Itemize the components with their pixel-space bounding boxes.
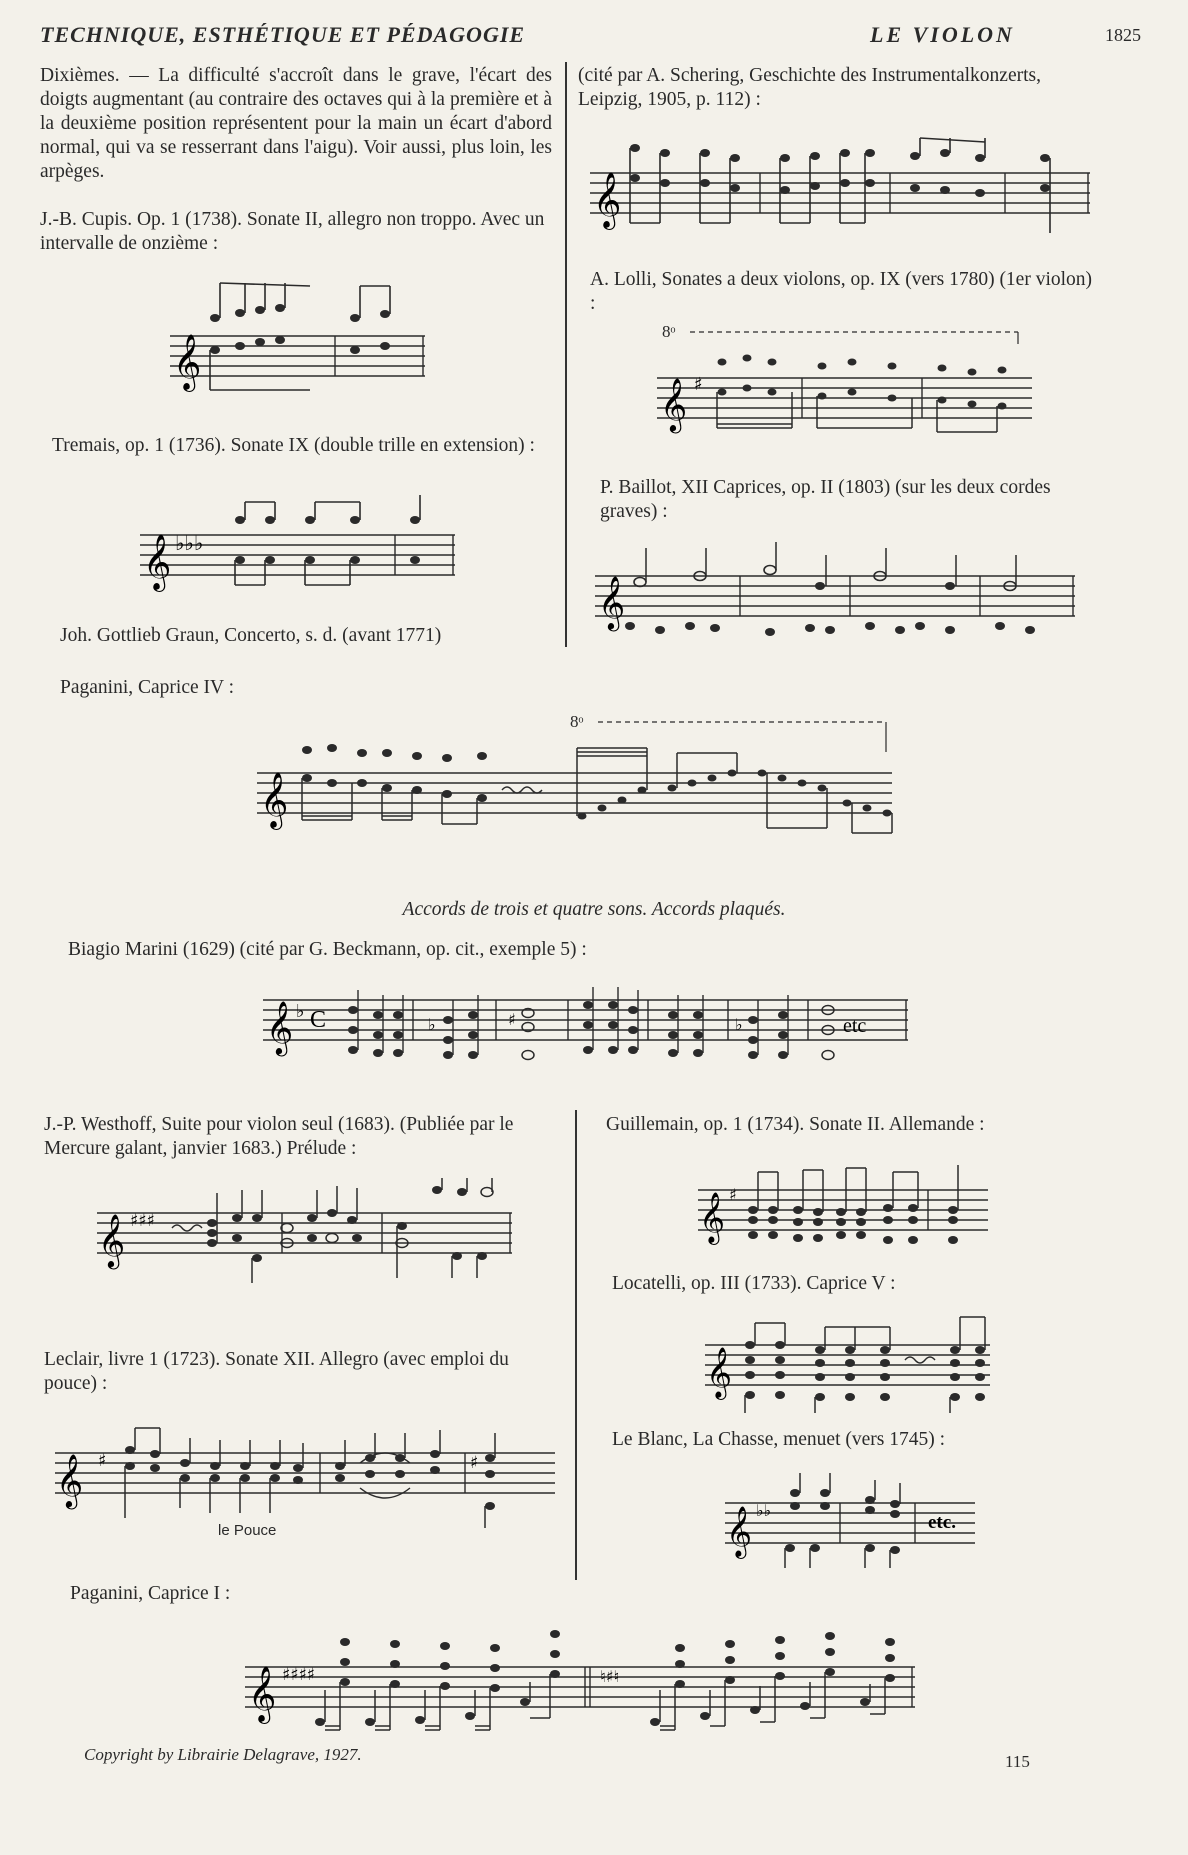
paragraph-leclair: Leclair, livre 1 (1723). Sonate XII. Allegro (avec emploi du pouce) : — [44, 1349, 509, 1394]
music-example-paganini-iv — [252, 728, 897, 848]
paragraph-tremais: Tremais, op. 1 (1736). Sonate IX (double trille en extension) : — [52, 435, 535, 456]
label-le-pouce: le Pouce — [218, 1522, 277, 1539]
music-example-leblanc — [720, 1468, 980, 1578]
paragraph-lolli: A. Lolli, Sonates a deux violons, op. IX (vers 1780) (1er violon) : — [590, 269, 1093, 314]
page-number: 1825 — [1105, 25, 1141, 45]
music-example-westhoff — [92, 1178, 517, 1288]
music-example-paganini-i — [240, 1612, 920, 1742]
svg-text:𝄞: 𝄞 — [699, 1192, 726, 1243]
section-title-accords: Accords de trois et quatre sons. Accords plaqués. — [402, 899, 786, 920]
column-rule-bottom — [575, 1110, 577, 1580]
music-example-graun — [585, 128, 1095, 238]
music-example-guillemain — [693, 1160, 993, 1260]
folio-number: 115 — [1005, 1752, 1030, 1771]
svg-text:𝄞: 𝄞 — [593, 172, 622, 228]
svg-text:♯: ♯ — [694, 374, 703, 395]
svg-text:𝄞: 𝄞 — [56, 1453, 84, 1507]
svg-text:𝄞: 𝄞 — [98, 1213, 126, 1267]
etc-marker-marini: etc — [843, 1015, 867, 1037]
svg-text:♯: ♯ — [729, 1185, 737, 1204]
etc-marker-leblanc: etc. — [928, 1512, 956, 1533]
running-header-right: LE VIOLON — [870, 22, 1015, 47]
music-example-marini — [258, 985, 913, 1075]
copyright-notice: Copyright by Librairie Delagrave, 1927. — [84, 1745, 362, 1764]
music-example-baillot — [590, 540, 1080, 640]
svg-text:𝄞: 𝄞 — [598, 575, 626, 629]
svg-text:♭: ♭ — [296, 1001, 305, 1022]
paragraph-graun: Joh. Gottlieb Graun, Concerto, s. d. (avant 1771) — [60, 625, 442, 646]
paragraph-marini: Biagio Marini (1629) (cité par G. Beckmann, op. cit., exemple 5) : — [68, 939, 587, 960]
paragraph-schering: (cité par A. Schering, Geschichte des Instrumentalkonzerts, Leipzig, 1905, p. 112) : — [578, 65, 1041, 110]
svg-text:𝄞: 𝄞 — [173, 334, 202, 390]
music-example-locatelli — [700, 1315, 995, 1420]
music-example-tremais — [135, 490, 460, 600]
svg-text:𝄞: 𝄞 — [726, 1506, 753, 1557]
svg-text:♭♭♭: ♭♭♭ — [175, 531, 204, 555]
running-header-left: TECHNIQUE, ESTHÉTIQUE ET PÉDAGOGIE — [40, 22, 526, 47]
svg-text:𝄞: 𝄞 — [660, 377, 688, 431]
music-example-lolli — [652, 340, 1037, 440]
svg-text:♯: ♯ — [98, 1451, 107, 1471]
svg-text:♯: ♯ — [470, 1453, 479, 1473]
paragraph-paganini-iv: Paganini, Caprice IV : — [60, 677, 235, 698]
paragraph-baillot: P. Baillot, XII Caprices, op. II (1803) (sur les deux cordes graves) : — [600, 477, 1051, 522]
ottava-marking-paganini: 8ᵒ — [570, 712, 584, 731]
svg-text:𝄞: 𝄞 — [706, 1347, 733, 1398]
svg-text:C: C — [310, 1007, 327, 1033]
paragraph-dixiemes: Dixièmes. — La difficulté s'accroît dans le grave, l'écart des doigts augmentant (au contraire des octaves qui à la première et à la deuxième position représentent pour la main un écart d'abord normal, qui va se resserrant dans l'aigu). Voir aussi, plus loin, les arpèges. — [40, 65, 552, 182]
paragraph-guillemain: Guillemain, op. 1 (1734). Sonate II. Allemande : — [606, 1114, 985, 1135]
music-example-cupis — [165, 278, 430, 403]
ottava-marking-lolli: 8ᵒ — [662, 322, 676, 341]
svg-text:𝄞: 𝄞 — [143, 534, 172, 590]
paragraph-paganini-i: Paganini, Caprice I : — [70, 1583, 231, 1604]
svg-text:𝄞: 𝄞 — [248, 1666, 277, 1722]
svg-text:♯: ♯ — [508, 1010, 516, 1029]
paragraph-leblanc: Le Blanc, La Chasse, menuet (vers 1745) : — [612, 1429, 946, 1450]
svg-text:𝄞: 𝄞 — [266, 1000, 294, 1054]
svg-text:♭: ♭ — [735, 1015, 743, 1034]
svg-text:♯♯♯♯: ♯♯♯♯ — [282, 1665, 315, 1685]
svg-text:♮♯♮: ♮♯♮ — [600, 1667, 620, 1686]
svg-text:♯♯♯: ♯♯♯ — [130, 1211, 155, 1231]
paragraph-cupis: J.-B. Cupis. Op. 1 (1738). Sonate II, allegro non troppo. Avec un intervalle de onzième : — [40, 209, 545, 254]
column-rule-top — [565, 62, 567, 647]
music-example-leclair — [50, 1418, 560, 1538]
paragraph-locatelli: Locatelli, op. III (1733). Caprice V : — [612, 1273, 896, 1294]
svg-text:♭: ♭ — [428, 1015, 436, 1034]
paragraph-westhoff: J.-P. Westhoff, Suite pour violon seul (1683). (Publiée par le Mercure galant, janvier 1683.) Prélude : — [44, 1114, 514, 1159]
svg-text:𝄞: 𝄞 — [260, 772, 289, 828]
svg-text:♭♭: ♭♭ — [756, 1501, 772, 1520]
